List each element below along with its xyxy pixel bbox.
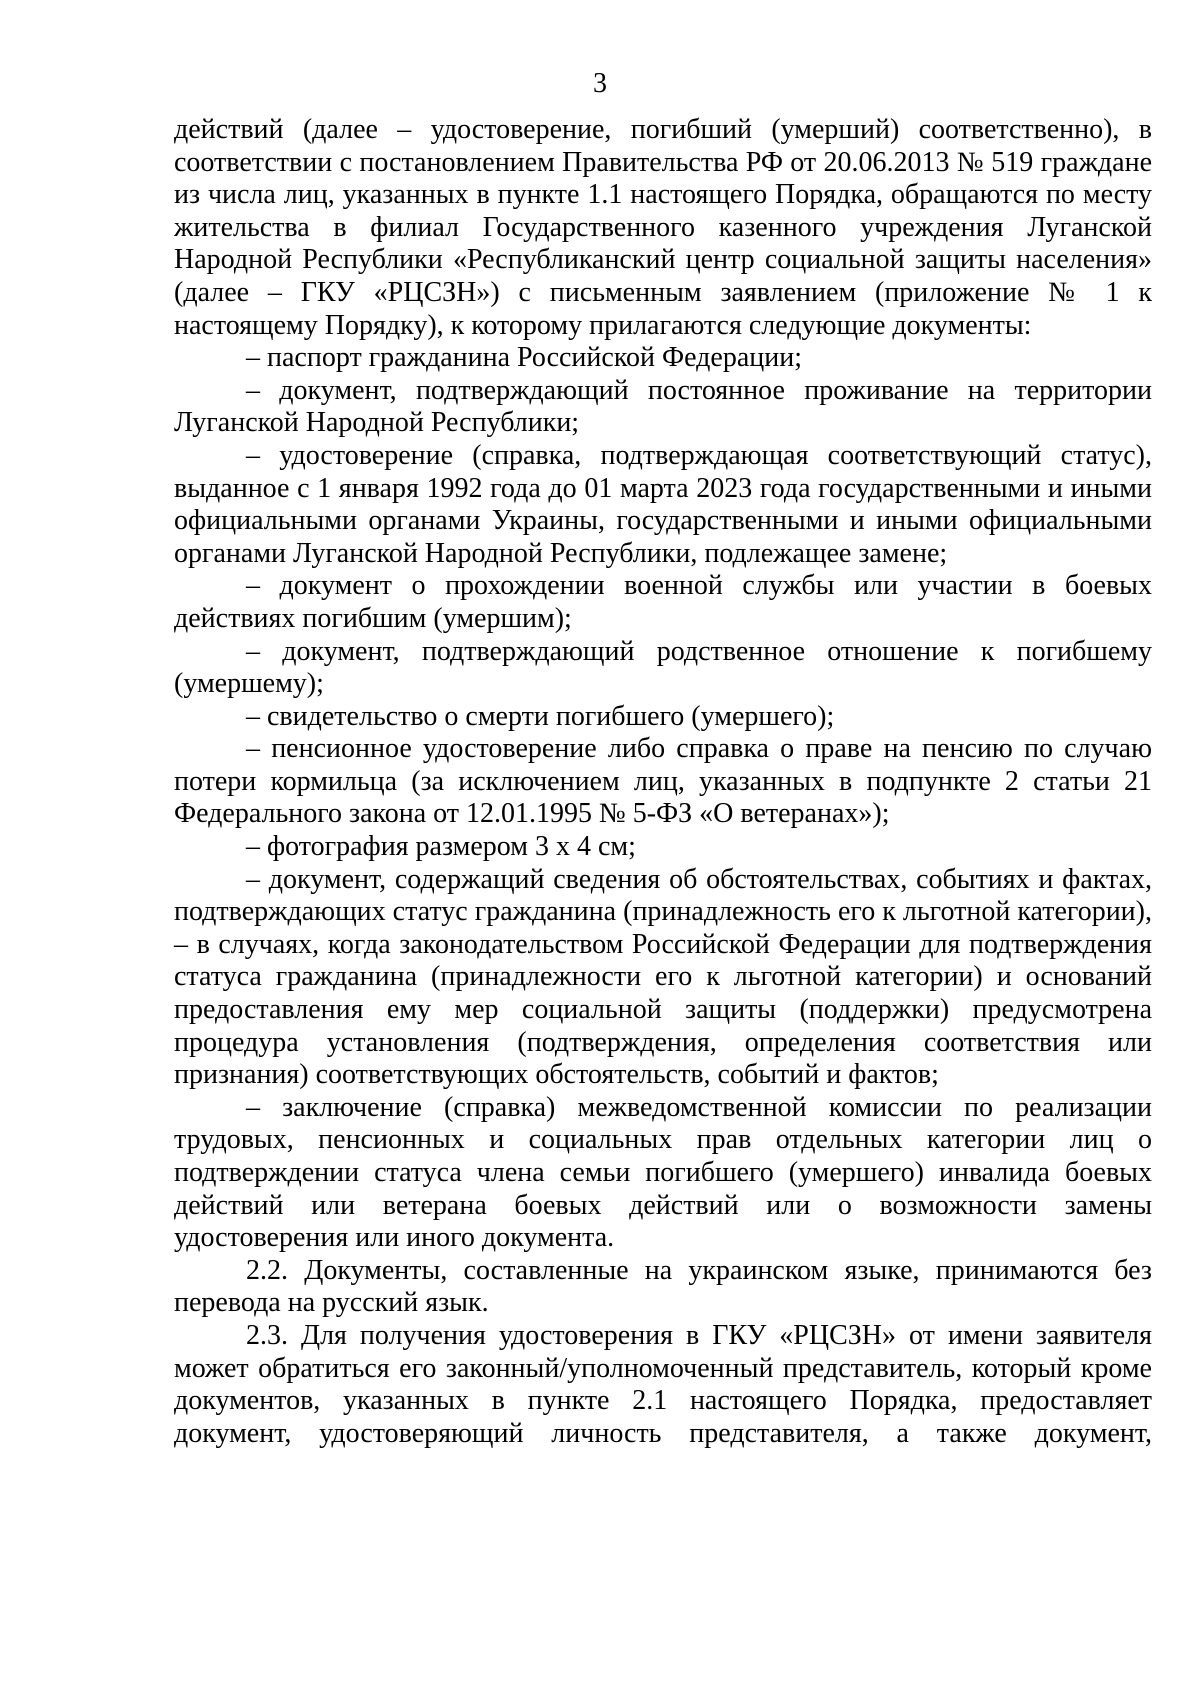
paragraph-2-3: 2.3. Для получения удостоверения в ГКУ «РЦСЗН» от имени заявителя может обратиться его законный/уполномоченный представитель, который кроме документов, указанных в пункте 2.1 настоящего Порядка, предоставляет документ, удостоверяющий личность представителя, а также документ, — [174, 1319, 1152, 1449]
list-item-death-certificate: – свидетельство о смерти погибшего (умершего); — [246, 700, 835, 732]
paragraph-2-2: 2.2. Документы, составленные на украинском языке, принимаются без перевода на русский язык. — [174, 1254, 1152, 1319]
page-number: 3 — [593, 68, 607, 99]
document-body — [174, 114, 1152, 1450]
list-item-military-service-document: – документ о прохождении военной службы или участии в боевых действиях погибшим (умершим); — [174, 570, 1152, 634]
list-item-status-document: – документ, содержащий сведения об обстоятельствах, событиях и фактах, подтверждающих статус гражданина (принадлежность его к льготной категории), – в случаях, когда законодательством Российской Федерации для подтверждения статуса гражданина (принадлежности его к льготной категории) и оснований предоставления ему мер социальной защиты (поддержки) предусмотрена процедура установления (подтверждения, определения соответствия или признания) соответствующих обстоятельств, событий и фактов; — [174, 863, 1152, 1091]
list-item-certificate: – удостоверение (справка, подтверждающая соответствующий статус), выданное с 1 января 1992 года до 01 марта 2023 года государственными и иными официальными органами Украины, государственными и иными официальными органами Луганской Народной Республики, подлежащее замене; — [174, 439, 1152, 569]
list-item-pension-certificate: – пенсионное удостоверение либо справка о праве на пенсию по случаю потери кормильца (за исключением лиц, указанных в подпункте 2 статьи 21 Федерального закона от 12.01.1995 № 5-ФЗ «О ветеранах»); — [174, 733, 1152, 830]
list-item-commission-conclusion: – заключение (справка) межведомственной комиссии по реализации трудовых, пенсионных и социальных прав отдельных категории лиц о подтверждении статуса члена семьи погибшего (умершего) инвалида боевых действий или ветерана боевых действий или о возможности замены удостоверения или иного документа. — [174, 1091, 1152, 1254]
paragraph-intro: действий (далее – удостоверение, погибший (умерший) соответственно), в соответствии с постановлением Правительства РФ от 20.06.2013 № 519 граждане из числа лиц, указанных в пункте 1.1 настоящего Порядка, обращаются по месту жительства в филиал Государственного казенного учреждения Луганской Народной Республики «Республиканский центр социальной защиты населения» (далее – ГКУ «РЦСЗН») с письменным заявлением (приложение № 1 к настоящему Порядку), к которому прилагаются следующие документы: — [174, 114, 1152, 341]
list-item-photo: – фотография размером 3 х 4 см; — [246, 831, 636, 863]
list-item-passport: – паспорт гражданина Российской Федерации; — [246, 342, 803, 374]
list-item-residence-document: – документ, подтверждающий постоянное проживание на территории Луганской Народной Республики; — [174, 374, 1152, 439]
list-item-kinship-document: – документ, подтверждающий родственное отношение к погибшему (умершему); — [174, 635, 1152, 700]
